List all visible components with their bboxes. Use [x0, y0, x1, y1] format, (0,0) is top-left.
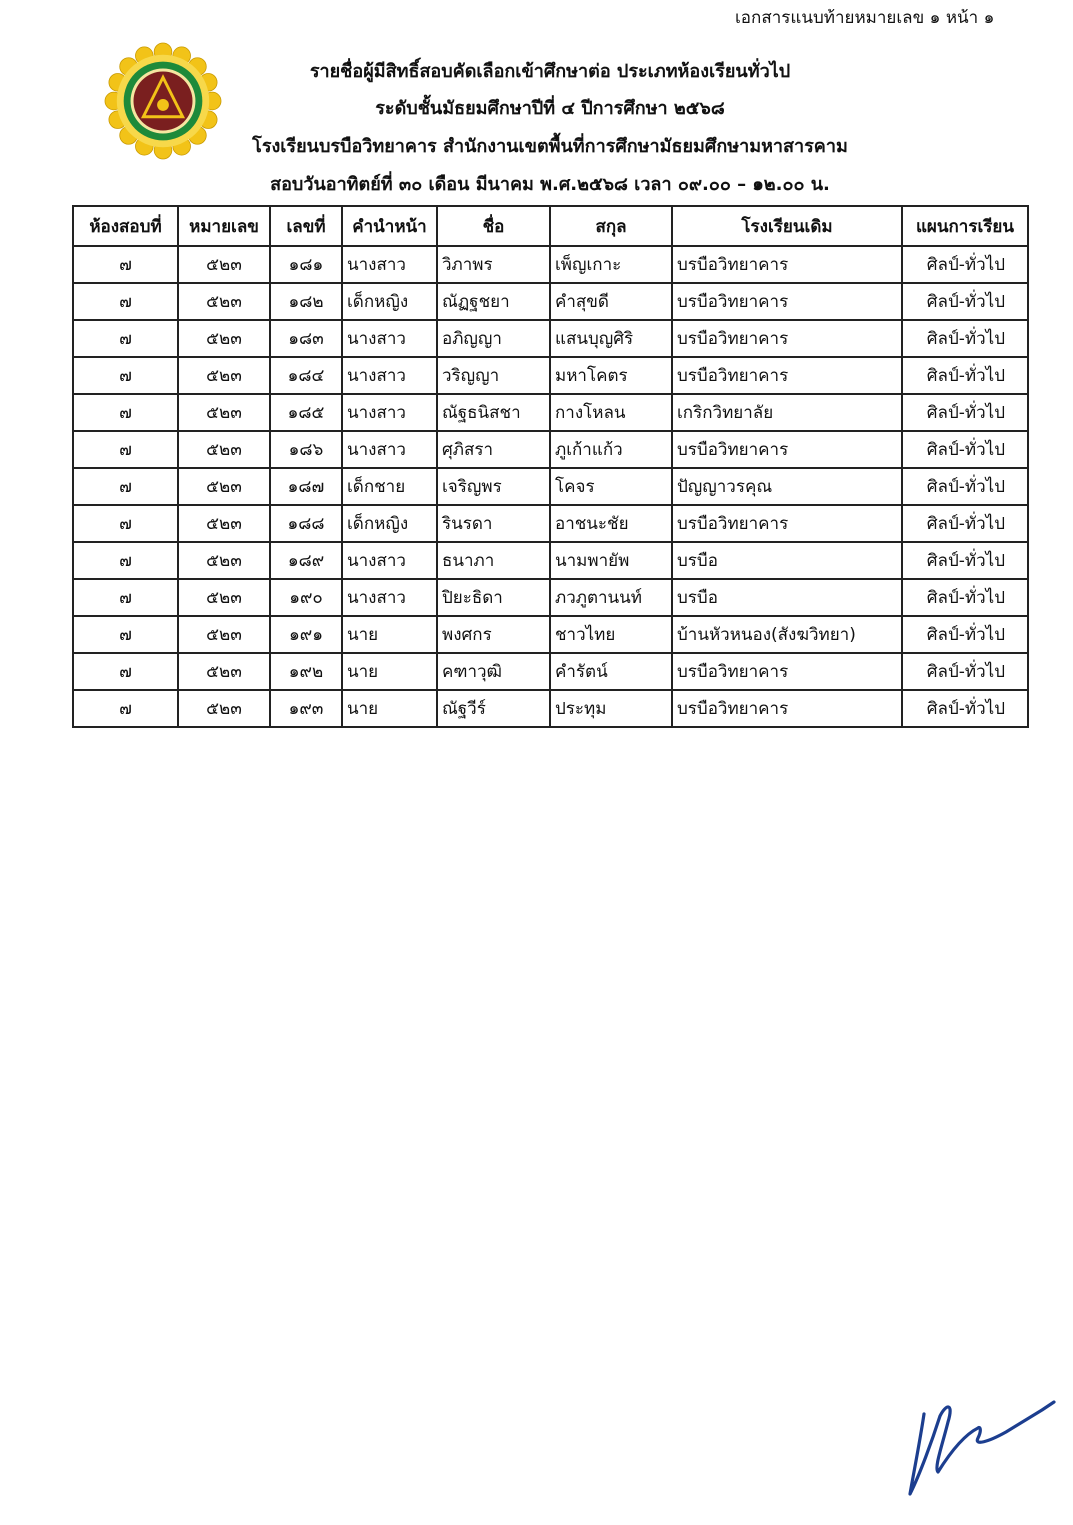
cell-first-name: ณัฐธนิสชา — [437, 394, 550, 431]
cell-previous-school: บรบือวิทยาคาร — [672, 320, 902, 357]
cell-surname: กางโหลน — [550, 394, 672, 431]
cell-code: ๕๒๓ — [178, 431, 270, 468]
cell-number: ๑๘๗ — [270, 468, 342, 505]
cell-room: ๗ — [73, 394, 178, 431]
cell-previous-school: บ้านหัวหนอง(สังฆวิทยา) — [672, 616, 902, 653]
cell-first-name: ณัฐวีร์ — [437, 690, 550, 727]
cell-surname: อาชนะชัย — [550, 505, 672, 542]
cell-number: ๑๘๒ — [270, 283, 342, 320]
table-row — [73, 505, 1028, 542]
cell-surname: คำรัตน์ — [550, 653, 672, 690]
cell-number: ๑๘๓ — [270, 320, 342, 357]
cell-number: ๑๘๕ — [270, 394, 342, 431]
table-row — [73, 616, 1028, 653]
cell-previous-school: บรบือวิทยาคาร — [672, 431, 902, 468]
cell-surname: นามพายัพ — [550, 542, 672, 579]
cell-surname: โคจร — [550, 468, 672, 505]
student-list-table — [72, 205, 1029, 728]
cell-first-name: วริญญา — [437, 357, 550, 394]
cell-room: ๗ — [73, 653, 178, 690]
cell-first-name: เจริญพร — [437, 468, 550, 505]
table-row — [73, 653, 1028, 690]
cell-room: ๗ — [73, 542, 178, 579]
cell-number: ๑๙๒ — [270, 653, 342, 690]
cell-number: ๑๘๖ — [270, 431, 342, 468]
column-header-room: ห้องสอบที่ — [73, 206, 178, 246]
cell-code: ๕๒๓ — [178, 320, 270, 357]
table-row — [73, 394, 1028, 431]
cell-prefix: นางสาว — [342, 579, 437, 616]
cell-study-plan: ศิลป์-ทั่วไป — [902, 505, 1028, 542]
cell-number: ๑๙๑ — [270, 616, 342, 653]
cell-room: ๗ — [73, 616, 178, 653]
column-header-surname: สกุล — [550, 206, 672, 246]
table-row — [73, 579, 1028, 616]
cell-study-plan: ศิลป์-ทั่วไป — [902, 283, 1028, 320]
cell-study-plan: ศิลป์-ทั่วไป — [902, 320, 1028, 357]
cell-study-plan: ศิลป์-ทั่วไป — [902, 616, 1028, 653]
table-row — [73, 468, 1028, 505]
column-header-number: เลขที่ — [270, 206, 342, 246]
cell-room: ๗ — [73, 690, 178, 727]
table-row — [73, 690, 1028, 727]
cell-room: ๗ — [73, 579, 178, 616]
cell-prefix: นางสาว — [342, 542, 437, 579]
header-level: ระดับชั้นมัธยมศึกษาปีที่ ๔ ปีการศึกษา ๒๕๖๘ — [375, 98, 725, 119]
cell-surname: คำสุขดี — [550, 283, 672, 320]
header-exam-date: สอบวันอาทิตย์ที่ ๓๐ เดือน มีนาคม พ.ศ.๒๕๖๘ เวลา ๐๙.๐๐ – ๑๒.๐๐ น. — [270, 174, 830, 195]
cell-prefix: นางสาว — [342, 246, 437, 283]
cell-number: ๑๙๐ — [270, 579, 342, 616]
cell-prefix: นาย — [342, 653, 437, 690]
cell-study-plan: ศิลป์-ทั่วไป — [902, 690, 1028, 727]
cell-previous-school: ปัญญาวรคุณ — [672, 468, 902, 505]
cell-previous-school: บรบือวิทยาคาร — [672, 283, 902, 320]
cell-surname: ภูเก้าแก้ว — [550, 431, 672, 468]
cell-study-plan: ศิลป์-ทั่วไป — [902, 246, 1028, 283]
cell-previous-school: เกริกวิทยาลัย — [672, 394, 902, 431]
cell-first-name: ศุภิสรา — [437, 431, 550, 468]
cell-surname: ภวภูตานนท์ — [550, 579, 672, 616]
cell-room: ๗ — [73, 283, 178, 320]
cell-prefix: เด็กหญิง — [342, 505, 437, 542]
cell-code: ๕๒๓ — [178, 283, 270, 320]
cell-prefix: นาย — [342, 690, 437, 727]
cell-previous-school: บรบือวิทยาคาร — [672, 357, 902, 394]
column-header-study-plan: แผนการเรียน — [902, 206, 1028, 246]
cell-code: ๕๒๓ — [178, 468, 270, 505]
cell-number: ๑๘๔ — [270, 357, 342, 394]
cell-code: ๕๒๓ — [178, 542, 270, 579]
cell-prefix: เด็กชาย — [342, 468, 437, 505]
cell-study-plan: ศิลป์-ทั่วไป — [902, 542, 1028, 579]
cell-room: ๗ — [73, 320, 178, 357]
header-title: รายชื่อผู้มีสิทธิ์สอบคัดเลือกเข้าศึกษาต่อ ประเภทห้องเรียนทั่วไป — [309, 61, 791, 82]
cell-room: ๗ — [73, 468, 178, 505]
cell-first-name: ธนาภา — [437, 542, 550, 579]
cell-number: ๑๙๓ — [270, 690, 342, 727]
document-header — [200, 54, 900, 204]
header-school: โรงเรียนบรบือวิทยาคาร สำนักงานเขตพื้นที่การศึกษามัธยมศึกษามหาสารคาม — [252, 136, 848, 157]
cell-code: ๕๒๓ — [178, 246, 270, 283]
cell-previous-school: บรบือวิทยาคาร — [672, 246, 902, 283]
cell-study-plan: ศิลป์-ทั่วไป — [902, 431, 1028, 468]
cell-study-plan: ศิลป์-ทั่วไป — [902, 357, 1028, 394]
signature-icon — [896, 1386, 1066, 1501]
cell-prefix: นางสาว — [342, 431, 437, 468]
cell-study-plan: ศิลป์-ทั่วไป — [902, 579, 1028, 616]
cell-prefix: นางสาว — [342, 394, 437, 431]
cell-first-name: ณัฏฐชยา — [437, 283, 550, 320]
column-header-prefix: คำนำหน้า — [342, 206, 437, 246]
cell-previous-school: บรบือ — [672, 542, 902, 579]
document-reference: เอกสารแนบท้ายหมายเลข ๑ หน้า ๑ — [735, 8, 995, 28]
cell-prefix: นางสาว — [342, 357, 437, 394]
cell-previous-school: บรบือ — [672, 579, 902, 616]
cell-first-name: อภิญญา — [437, 320, 550, 357]
column-header-first-name: ชื่อ — [437, 206, 550, 246]
table-row — [73, 542, 1028, 579]
cell-first-name: ปิยะธิดา — [437, 579, 550, 616]
table-row — [73, 283, 1028, 320]
table-row — [73, 431, 1028, 468]
cell-surname: เพ็ญเกาะ — [550, 246, 672, 283]
column-header-code: หมายเลข — [178, 206, 270, 246]
cell-study-plan: ศิลป์-ทั่วไป — [902, 468, 1028, 505]
cell-code: ๕๒๓ — [178, 505, 270, 542]
cell-study-plan: ศิลป์-ทั่วไป — [902, 653, 1028, 690]
table-row — [73, 246, 1028, 283]
cell-code: ๕๒๓ — [178, 579, 270, 616]
cell-prefix: นาย — [342, 616, 437, 653]
cell-surname: ชาวไทย — [550, 616, 672, 653]
cell-prefix: เด็กหญิง — [342, 283, 437, 320]
cell-code: ๕๒๓ — [178, 616, 270, 653]
table-row — [73, 320, 1028, 357]
cell-number: ๑๘๘ — [270, 505, 342, 542]
cell-code: ๕๒๓ — [178, 690, 270, 727]
cell-previous-school: บรบือวิทยาคาร — [672, 690, 902, 727]
cell-surname: มหาโคตร — [550, 357, 672, 394]
table-header-row — [73, 206, 1028, 246]
cell-study-plan: ศิลป์-ทั่วไป — [902, 394, 1028, 431]
table-row — [73, 357, 1028, 394]
cell-room: ๗ — [73, 246, 178, 283]
cell-number: ๑๘๙ — [270, 542, 342, 579]
cell-first-name: พงศกร — [437, 616, 550, 653]
cell-surname: ประทุม — [550, 690, 672, 727]
cell-previous-school: บรบือวิทยาคาร — [672, 653, 902, 690]
cell-room: ๗ — [73, 505, 178, 542]
cell-prefix: นางสาว — [342, 320, 437, 357]
cell-number: ๑๘๑ — [270, 246, 342, 283]
cell-previous-school: บรบือวิทยาคาร — [672, 505, 902, 542]
cell-code: ๕๒๓ — [178, 357, 270, 394]
cell-code: ๕๒๓ — [178, 653, 270, 690]
cell-room: ๗ — [73, 357, 178, 394]
cell-first-name: วิภาพร — [437, 246, 550, 283]
cell-surname: แสนบุญศิริ — [550, 320, 672, 357]
column-header-previous-school: โรงเรียนเดิม — [672, 206, 902, 246]
cell-code: ๕๒๓ — [178, 394, 270, 431]
cell-room: ๗ — [73, 431, 178, 468]
cell-first-name: คฑาวุฒิ — [437, 653, 550, 690]
cell-first-name: รินรดา — [437, 505, 550, 542]
